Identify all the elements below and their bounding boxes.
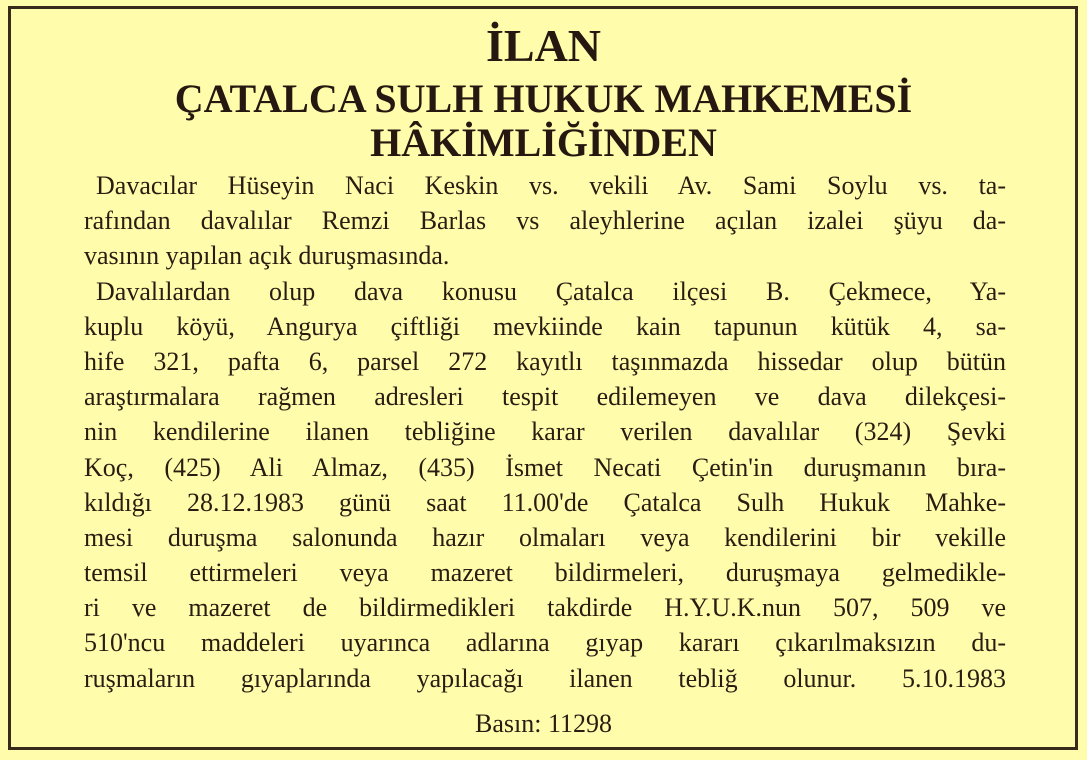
text-line: rafından davalılar Remzi Barlas vs aleyhlerine açılan izalei şüyu da-: [84, 206, 1006, 236]
text-line: Davalılardan olup dava konusu Çatalca ilçesi B. Çekmece, Ya-: [96, 276, 1006, 306]
text-line: ruşmaların gıyaplarında yapılacağı ilanen tebliğ olunur. 5.10.1983: [84, 663, 1006, 693]
text-line: Davacılar Hüseyin Naci Keskin vs. vekili Av. Sami Soylu vs. ta-: [96, 171, 1006, 200]
text-line: 510'ncu maddeleri uyarınca adlarına gıyap kararı çıkarılmaksızın du-: [84, 628, 1006, 658]
paragraph-summons: [84, 274, 1006, 696]
notice-body: [84, 168, 1006, 696]
text-line: kuplu köyü, Angurya çiftliği mevkiinde kain tapunun kütük 4, sa-: [84, 311, 1006, 341]
notice-title: İLAN: [485, 20, 602, 71]
text-line: araştırmalara rağmen adresleri tespit edilemeyen ve dava dilekçesi-: [84, 382, 1006, 412]
text-line: kıldığı 28.12.1983 günü saat 11.00'de Çatalca Sulh Hukuk Mahke-: [84, 487, 1006, 517]
text-line: Koç, (425) Ali Almaz, (435) İsmet Necati Çetin'in duruşmanın bıra-: [84, 452, 1006, 482]
paragraph-plaintiffs: [84, 168, 1006, 274]
text-line: mesi duruşma salonunda hazır olmaları veya kendilerini bir vekille: [84, 522, 1006, 552]
court-name: ÇATALCA SULH HUKUK MAHKEMESİ: [174, 76, 913, 121]
text-line: vasının yapılan açık duruşmasında.: [84, 241, 450, 271]
press-reference: Basın: 11298: [475, 709, 612, 738]
text-line: nin kendilerine ilanen tebliğine karar verilen davalılar (324) Şevki: [84, 417, 1006, 447]
text-line: temsil ettirmeleri veya mazeret bildirmeleri, duruşmaya gelmedikle-: [84, 558, 1006, 588]
court-office: HÂKİMLİĞİNDEN: [370, 120, 717, 165]
text-line: ri ve mazeret de bildirmedikleri takdirde H.Y.U.K.nun 507, 509 ve: [84, 593, 1006, 623]
text-line: hife 321, pafta 6, parsel 272 kayıtlı taşınmazda hissedar olup bütün: [84, 346, 1006, 376]
